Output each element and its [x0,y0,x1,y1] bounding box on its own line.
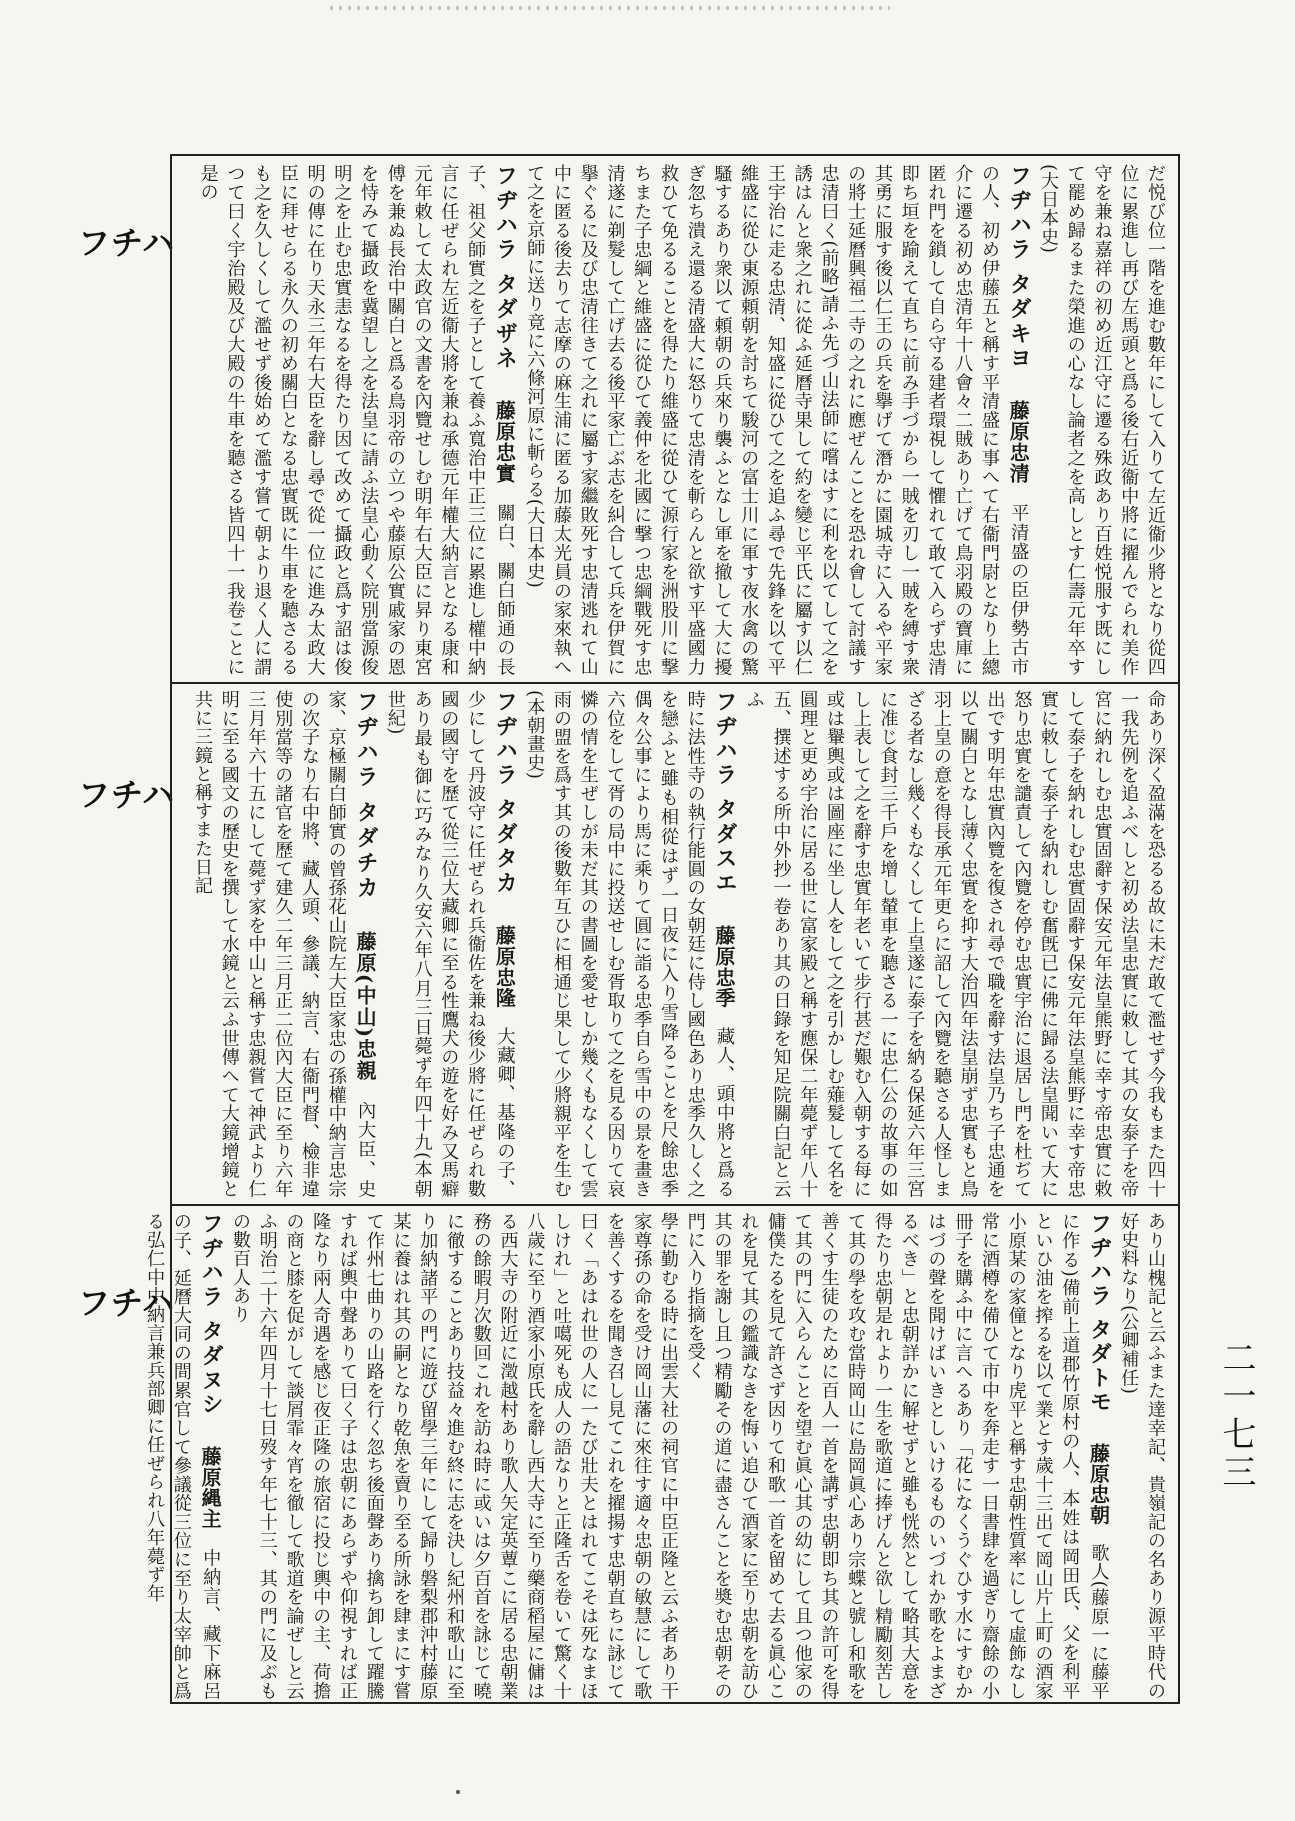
running-head-middle: フチハ [78,776,176,814]
page-number: 二一七三 [1216,1340,1256,1492]
running-head-bottom: フチハ [78,1284,176,1322]
section-middle [182,690,1168,1198]
entry-name: 藤原忠朝 [1086,1442,1111,1525]
entry-heading: フヂハラ タダチカ [353,690,379,902]
entry-fujiwara-tadakiyo [520,164,1034,676]
section-text [144,1212,1168,1700]
entry-fujiwara-tadasue [520,690,740,1198]
entry-fujiwara-tadatomo [681,1212,1115,1700]
running-head-top: フチハ [78,224,176,262]
entry-heading: フヂハラ タダキヨ [1006,164,1032,372]
entry-heading: フヂハラ タダトモ [1086,1212,1112,1415]
entry-fujiwara-tadazane [194,164,521,676]
entry-body: 命あり深く盈滿を恐るる故に未だ敢て濫せず今我もまた四十一我先例を追ふべしと初め法皇忠實に敕して其の女泰子を帝宮に納れしむ忠實固辭す保安元年法皇熊野に幸す帝忠實に敕して泰子を納れしむ忠實固辭す保安元年法皇熊野に幸す帝忠實に敕して泰子を納れしむ奮旣已に佛に歸る法皇聞いて大に怒り忠實を譴責して內覽を停む忠實宇治に退居し門を杜ぢて出です明年忠實內覽を復され尋で職を辭す法皇乃ち子忠通を以て關白となし薄く忠實を抑す大治四年法皇崩ず忠實もと鳥羽上皇の意を得長承元年更らに詔して內覽を聽さる人怪しまざる者なし幾くもなくして上皇遂に泰子を納る保延六年三宮に准じ食封三千戶を增し輦車を聽さる一に忠仁公の故事の如し上表して之を辭す忠實年老いて步行甚だ艱む入朝する每に或は轝輿或は圖座に坐し人をして之を引かしむ薙髮して名を圓理と更め宇治に居る世に富家殿と稱す應保二年薨ず年八十五、撰述する所中外抄一卷あり其の日錄を知足院關白記と云ふ [743,690,1166,1198]
entry-name: 藤原忠實 [492,400,517,485]
entry-body: 中納言、藏下麻呂の子、延曆大同の間累官して參議從三位に至り太宰帥と爲る弘仁中中納言兼兵部卿に任ぜられ八年薨ず年 [144,1212,222,1700]
scan-speck [456,1790,460,1794]
entry-body: 平清盛の臣伊勢古市の人、初め伊藤五と稱す平清盛に事へて右衞門尉となり上總介に遷る初め忠清年十八會々二賊あり亡げて鳥羽殿の寶庫に匿れ門を鎖して自ら守る建者環視して懼れて敢て入らず忠清即ち垣を踰えて直ちに前み手づから一賊を刃し一賊を縛す衆其勇に服す後以仁王の兵を擧げて潛かに園城寺に入るや平家の將士延曆興福二寺の之れに應ぜんことを恐れ會して討議す忠清曰く(前略)請ふ先づ山法師に嚐はすに利を以てして之を誘はんと衆之れに從ふ延曆寺果して約を變じ平氏に屬す以仁王宇治に走る忠清、知盛に從ひて之を追ふ尋で先鋒を以て平維盛に從ひ東源頼朝を討ちて駿河の富士川に軍す夜水禽の驚騷するあり衆以て頼朝の兵來り襲ふとなし軍を撤して大に擾ぎ忽ち潰え還る清盛大に怒りて忠清を斬らんと欲す平盛國力救ひて免るることを得たり維盛に從ひて源行家を洲股川に撃ちまた子忠綱と維盛に從ひて義仲を北國に撃つ忠綱戰死す忠清遂に剃髮して亡げ去る後平家亡ぶ志を糾合して兵を伊賀に擧ぐるに及び忠清往きて之れに屬す家繼敗死す忠清逃れて山中に匿る後去りて志摩の麻生浦に匿る加藤太光員の家來執へて之を京師に送り竟に六條河原に斬らる(大日本史) [524,164,1030,676]
entry-body: 內大臣、史家、京極關白師實の曾孫花山院左大臣家忠の孫權中納言忠宗の次子なり右中將、藏人頭、參議、納言、右衞門督、檢非違使別當等の諸官を歷て建久二年三月正二位內大臣に至り六年三月年六十五にして薨ず家を中山と稱す忠親嘗て神武より仁明に至る國文の歷史を撰して水鏡と云ふ世傳へて大鏡增鏡と共に三鏡と稱すまた日記 [192,690,377,1198]
section-text [182,690,1168,1198]
entry-heading: フヂハラ タダタカ [492,690,518,896]
entry-fujiwara-tadataka [381,690,520,1198]
entry-continuation [1115,1212,1169,1700]
entry-body: 學に勤むる時に出雲大社の祠官に中臣正隆と云ふ者あり干家尊孫の命を受け岡山藩に來往す適々忠朝の敏慧にして歌を善くするを聞き召し見てこれを擢揚す忠朝直ちに詠じて曰く「あはれ世の人に一たび壯夫とはれてこそは死なまほしけれ」と吐噶死も成人の語なりと正隆舌を卷いて驚く十八歲に至り酒家小原氏を辭し西大寺に至り藥商稻屋に傭はる西大寺の附近に澂越村あり歌人矢定英蕈こに居る忠朝業務の餘暇月次數回これを訪ね時に或いは夕百首を詠じて曉に徹することあり技益々進む終に志を決し紀州和歌山に至り加納諸平の門に遊び留學三年にして歸り磐梨郡沖村藤原某に養はれ其の嗣となり乾魚を賣り至る所詠を肆まにす嘗て作州七曲りの山路を行く忽ち後面聲あり擒ち卸して躍騰すれば輿中聲ありて曰く子は忠朝にあらずや仰視すれば正隆なり兩人奇遇を感じ夜正隆の旅宿に投じ輿中の主、荷擔の商と膝を促がして談屑霏々宵を徹して歌道を論ぜしと云ふ明治二十六年四月十七日歿す年七十三、其の門に及ぶもの數百人あり [229,1212,679,1700]
entry-heading: フヂハラ タダヌシ [198,1212,224,1418]
entry-name: 藤原忠隆 [492,924,517,1009]
section-divider [172,1204,1178,1206]
section-top [182,164,1168,676]
entry-name: 藤原(中山)忠親 [353,930,378,1082]
entry-name: 藤原縄主 [198,1446,223,1530]
section-bottom [144,1212,1168,1700]
entry-body: 歌人(藤原一に藤平に作る)備前上道郡竹原村の人、本姓は岡田氏、父を利平といひ油を搾るを以て業とす歲十三出て岡山片上町の酒家小原某の家僮となり虎平と稱す忠朝性質率にして虛飾なし常に酒樽を備ひて市中を奔走す一日書肆を過ぎり齋餘の小冊子を購ふ中に言へるあり「花になくうぐひす水にすむかはづの聲を聞けばいきとしいけるものいづれか歌をよまざるべき」と忠朝詳かに解せずと雖も恍然として略其大意を得たり忠朝是れより一生を歌道に捧げんと欲し精勵刻苦して其の學を攻む當時岡山に島岡眞心あり宗蝶と號し和歌を善くす生徒のために百人一首を講ず忠朝即ち其の許可を得て其の門に入らんことを望む眞心其の幼にして且つ他家の傭僕たるを見て許さず因りて和歌一首を留めて去る眞心これを見て其の鑑識なきを悔い追ひて酒家に至り忠朝を訪ひ其の罪を謝し且つ精勵その道に盡さんことを奬む忠朝その門に入り指摘を受く [684,1212,1110,1700]
entry-fujiwara-tadatomo-continued [226,1212,681,1700]
section-divider [172,682,1178,684]
entry-body: あり山槐記と云ふまた達幸記、貴嶺記の名あり源平時代の好史料なり(公卿補任) [1118,1212,1166,1700]
scan-artifact [330,6,890,10]
entry-body: だ悦び位一階を進む數年にして入りて左近衞少將となり從四位に累進し再び左馬頭と爲る後右近衞中將に擢んでられ美作守を兼ね嘉祥の初め近江守に遷る殊政あり百姓悦服す既にして罷め歸るまた榮進の心なし論者之を高しとす仁壽元年卒す(大日本史) [1038,164,1166,676]
entry-fujiwara-tadanushi [140,1212,226,1700]
entry-heading: フヂハラ タダスエ [712,690,737,896]
entry-body: 關白、關白師通の長子、祖父師實之を子として養ふ寬治中正三位に累進し權中納言に任ぜられ左近衞大將を兼ね承德元年權大納言となる康和元年敕して太政官の文書を內覽せしむ明年右大臣に昇り東宮傅を兼ぬ長治中關白と爲る鳥羽帝の立つや藤原公實戚家の恩を恃みて攝政を冀望し之を法皇に請ふ法皇心動く院別當源俊明之を止む忠實恚なるを得たり因て改めて攝政と爲す詔は俊明の傳に在り天永三年右大臣を辭し尋で從一位に進み太政大臣に拜せらる永久の初め關白となる忠實既に牛車を聽さるるも之を久しくして濫せず後始めて濫す嘗て朝より退く人に謂つて曰く宇治殿及び大殿の牛車を聽さる皆四十一我卷ことに是の [197,164,516,676]
entry-body: 藏人、頭中將と爲る時に法性寺の執行能圓の女朝廷に侍し國色あり忠季久しく之を戀ふと雖も相從はず一日夜に入り雪降ることを尺餘忠季偶々公事により馬に乘りて圓に詣る忠季自ら雪中の景を畫き六位をして胥の局中に投送せしむ胥取りて之を見る因りて哀憐の情を生ぜしが未だ其の書圖を愛せしか幾くもなくして雲雨の盟を爲す其の後數年互ひに相通じ果して少將親平を生む(本朝畫史) [524,690,735,1198]
entry-heading: フヂハラ タダザネ [492,164,518,372]
entry-continuation [740,690,1168,1198]
entry-name: 藤原忠清 [1006,400,1031,485]
entry-body: 大藏卿、基隆の子、少にして丹波守に任ぜられ兵衞佐を兼ね後少將に任ぜられ數國の國守を歷て從三位大藏卿に至る性鷹犬の遊を好み又馬癖あり最も御に巧みなり久安六年八月三日薨ず年四十九(本朝世紀) [384,690,516,1198]
entry-continuation [1034,164,1168,676]
section-text [182,164,1168,676]
text-frame [144,154,1180,1704]
entry-fujiwara-tadachika [188,690,381,1198]
entry-name: 藤原忠季 [712,924,736,1009]
